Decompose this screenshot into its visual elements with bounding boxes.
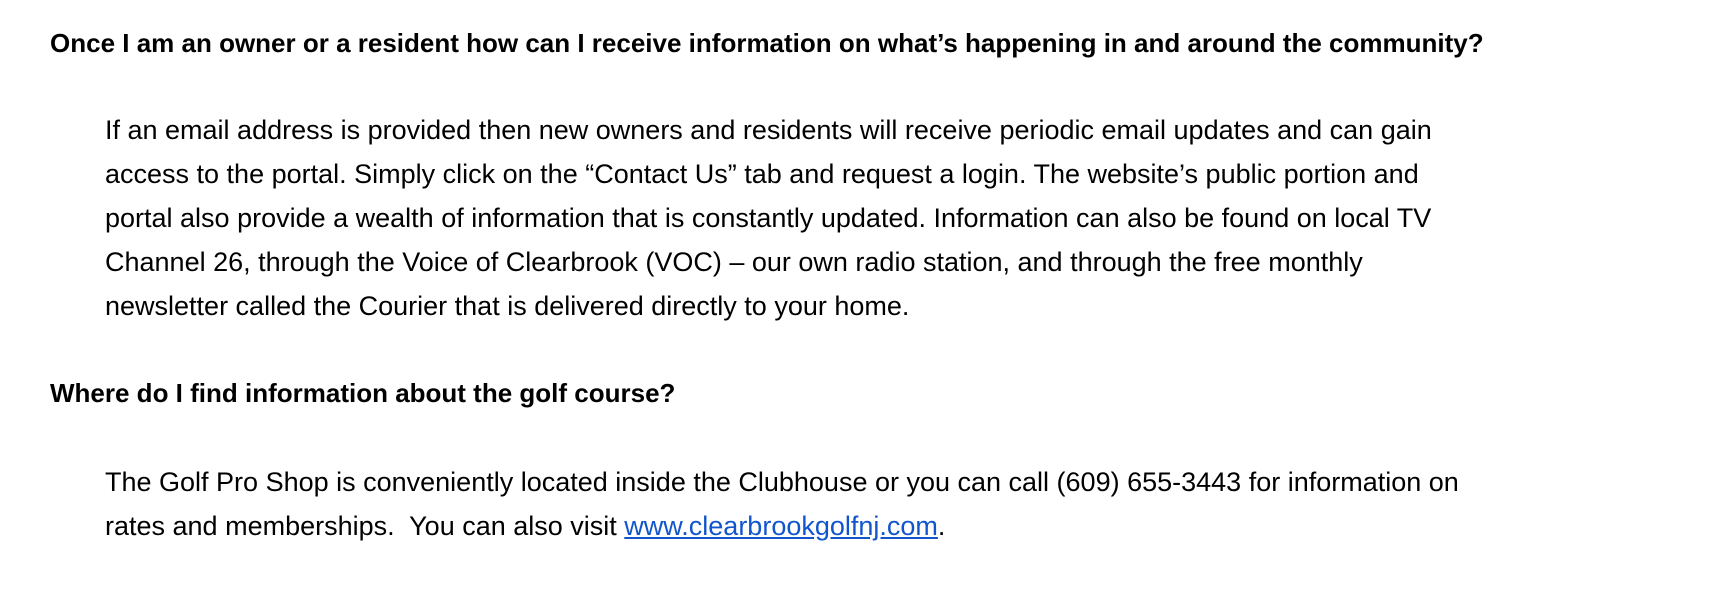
faq-question-golf-course: Where do I find information about the golf course? <box>50 378 676 408</box>
faq-answer-community-info <box>105 108 1685 328</box>
answer-line-suffix: . <box>937 511 946 541</box>
answer-line: The Golf Pro Shop is conveniently located inside the Clubhouse or you can call (609) 655-3443 for information on <box>105 467 1459 497</box>
golf-website-link[interactable]: www.clearbrookgolfnj.com <box>624 511 938 541</box>
answer-line-text: rates and memberships. You can also visit <box>105 511 625 541</box>
answer-line: If an email address is provided then new owners and residents will receive periodic email updates and can gain <box>105 115 1432 145</box>
answer-line: access to the portal. Simply click on the “Contact Us” tab and request a login. The website’s public portion and <box>105 159 1419 189</box>
faq-answer-golf-course <box>105 460 1685 548</box>
answer-line: newsletter called the Courier that is delivered directly to your home. <box>105 291 910 321</box>
answer-line: Channel 26, through the Voice of Clearbrook (VOC) – our own radio station, and through the free monthly <box>105 247 1363 277</box>
answer-line-with-link <box>105 504 1685 548</box>
faq-question-community-info: Once I am an owner or a resident how can I receive information on what’s happening in and around the community? <box>50 28 1484 58</box>
answer-line: portal also provide a wealth of information that is constantly updated. Information can also be found on local TV <box>105 203 1432 233</box>
